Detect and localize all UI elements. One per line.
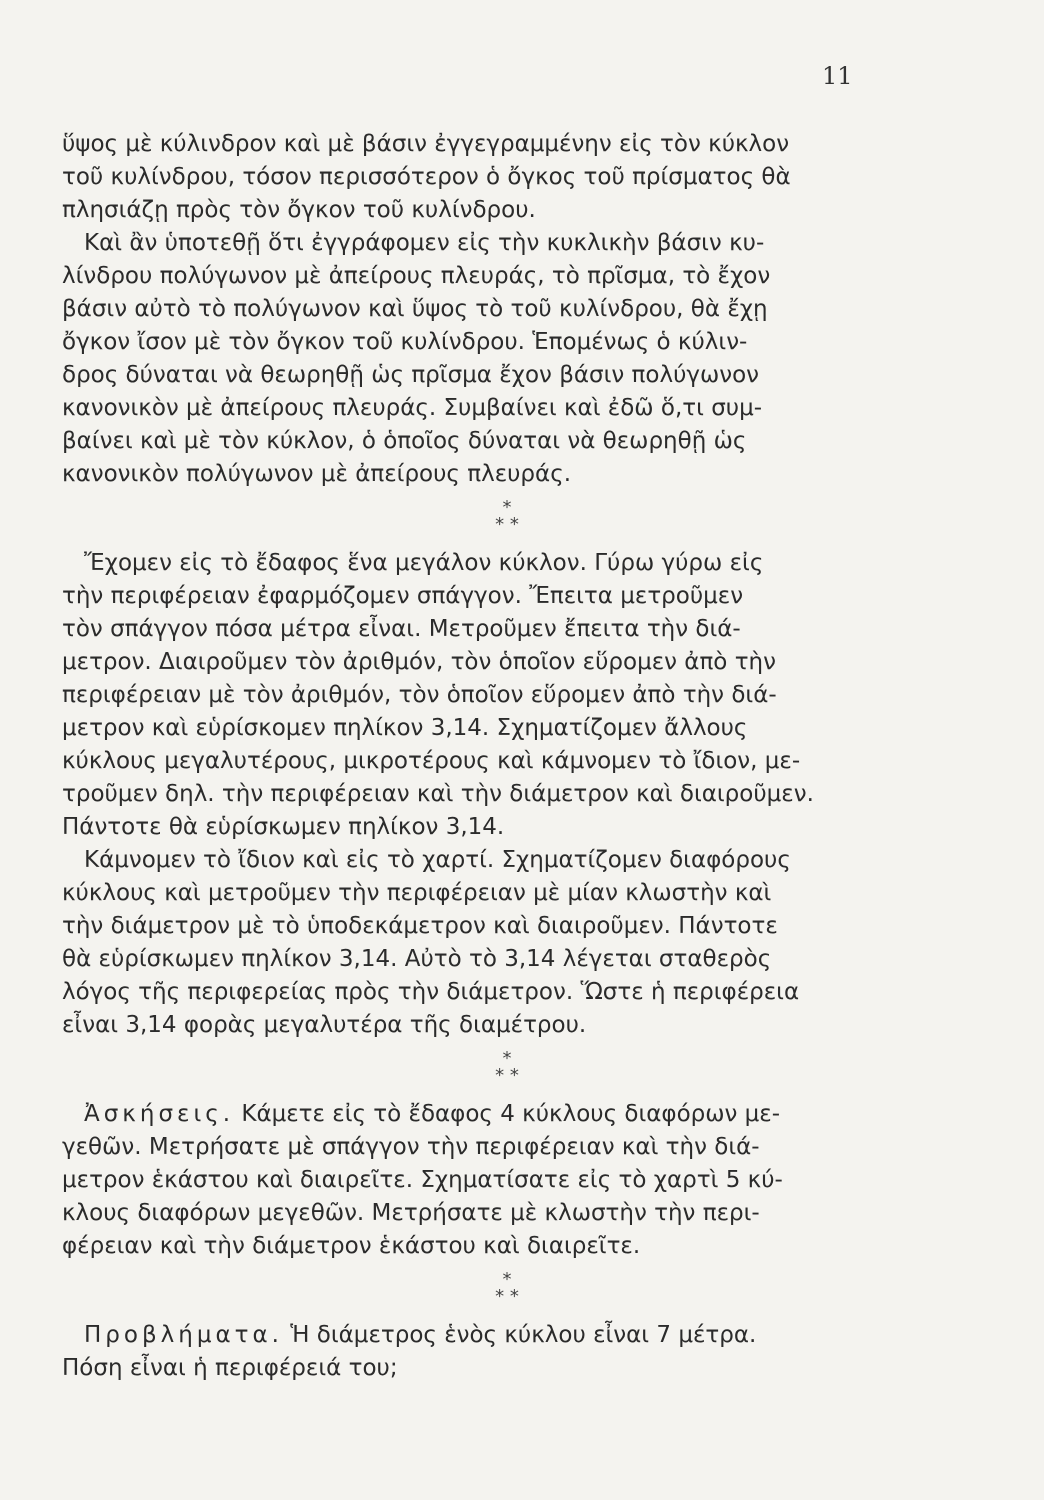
text-line: Κάμνομεν τὸ ἴδιον καὶ εἰς τὸ χαρτί. Σχηματίζομεν διαφόρους [84,847,791,873]
asterism-separator [62,499,922,533]
text-line [62,1098,922,1131]
paragraph-prism-height [62,128,922,227]
asterism-separator [62,1271,922,1305]
text-line: δρος δύναται νὰ θεωρηθῇ ὡς πρῖσμα ἔχον βάσιν πολύγωνον [62,362,760,388]
text-line: μετρον ἑκάστου καὶ διαιρεῖτε. Σχηματίσατε εἰς τὸ χαρτὶ 5 κύ- [62,1167,783,1193]
paragraph-ground-circle [62,547,922,844]
text-line: εἶναι 3,14 φορὰς μεγαλυτέρα τῆς διαμέτρου. [62,1012,587,1038]
exercises-section [62,1098,922,1263]
body-text [62,128,922,1385]
text-line: Καὶ ἂν ὑποτεθῇ ὅτι ἐγγράφομεν εἰς τὴν κυκλικὴν βάσιν κυ- [84,230,765,256]
text-line: τοῦ κυλίνδρου, τόσον περισσότερον ὁ ὄγκος τοῦ πρίσματος θὰ [62,164,791,190]
asterism-top: * [502,1269,512,1290]
problems-line-first: Ἡ διάμετρος ἑνὸς κύκλου εἶναι 7 μέτρα. [290,1322,757,1348]
text-line: ὕψος μὲ κύλινδρον καὶ μὲ βάσιν ἐγγεγραμμένην εἰς τὸν κύκλον [62,131,790,157]
asterism-bottom: * * [495,1286,519,1307]
text-line: μετρον. Διαιροῦμεν τὸν ἀριθμόν, τὸν ὁποῖον εὕρομεν ἀπὸ τὴν [62,649,776,675]
text-line: κλους διαφόρων μεγεθῶν. Μετρήσατε μὲ κλωστὴν τὴν περι- [62,1200,760,1226]
exercises-heading: Ἀσκήσεις. [84,1101,235,1127]
text-line [62,1319,922,1352]
text-line: πλησιάζῃ πρὸς τὸν ὄγκον τοῦ κυλίνδρου. [62,197,536,223]
page-number: 11 [822,62,853,90]
asterism-bottom: * * [495,1065,519,1086]
text-line: τὸν σπάγγον πόσα μέτρα εἶναι. Μετροῦμεν ἔπειτα τὴν διά- [62,616,741,642]
exercises-line-first: Κάμετε εἰς τὸ ἔδαφος 4 κύκλους διαφόρων με- [241,1101,781,1127]
text-line: τὴν διάμετρον μὲ τὸ ὑποδεκάμετρον καὶ διαιροῦμεν. Πάντοτε [62,913,778,939]
asterism-top: * [502,497,512,518]
text-line: κανονικὸν μὲ ἀπείρους πλευράς. Συμβαίνει καὶ ἐδῶ ὅ,τι συμ- [62,395,763,421]
text-line: μετρον καὶ εὑρίσκομεν πηλίκον 3,14. Σχηματίζομεν ἄλλους [62,715,748,741]
text-line: Πόση εἶναι ἡ περιφέρειά του; [62,1355,398,1381]
text-line: Ἔχομεν εἰς τὸ ἔδαφος ἕνα μεγάλον κύκλον. Γύρω γύρω εἰς [84,550,764,576]
text-line: λίνδρου πολύγωνον μὲ ἀπείρους πλευράς, τὸ πρῖσμα, τὸ ἔχον [62,263,771,289]
asterism-top: * [502,1048,512,1069]
paragraph-cylinder-as-prism [62,227,922,491]
text-line: γεθῶν. Μετρήσατε μὲ σπάγγον τὴν περιφέρειαν καὶ τὴν διά- [62,1134,760,1160]
text-line: λόγος τῆς περιφερείας πρὸς τὴν διάμετρον. Ὥστε ἡ περιφέρεια [62,979,800,1005]
asterism-bottom: * * [495,514,519,535]
problems-heading: Προβλήματα. [84,1322,283,1348]
text-line: κύκλους μεγαλυτέρους, μικροτέρους καὶ κάμνομεν τὸ ἴδιον, με- [62,748,801,774]
paragraph-paper-circle [62,844,922,1042]
text-line: φέρειαν καὶ τὴν διάμετρον ἑκάστου καὶ διαιρεῖτε. [62,1233,641,1259]
problems-section [62,1319,922,1385]
text-line: τροῦμεν δηλ. τὴν περιφέρειαν καὶ τὴν διάμετρον καὶ διαιροῦμεν. [62,781,814,807]
text-line: βαίνει καὶ μὲ τὸν κύκλον, ὁ ὁποῖος δύναται νὰ θεωρηθῇ ὡς [62,428,747,454]
text-line: ὄγκον ἴσον μὲ τὸν ὄγκον τοῦ κυλίνδρου. Ἑπομένως ὁ κύλιν- [62,329,748,355]
text-line: τὴν περιφέρειαν ἐφαρμόζομεν σπάγγον. Ἔπειτα μετροῦμεν [62,583,744,609]
text-line: Πάντοτε θὰ εὑρίσκωμεν πηλίκον 3,14. [62,814,505,840]
text-line: κύκλους καὶ μετροῦμεν τὴν περιφέρειαν μὲ μίαν κλωστὴν καὶ [62,880,772,906]
text-line: θὰ εὑρίσκωμεν πηλίκον 3,14. Αὐτὸ τὸ 3,14 λέγεται σταθερὸς [62,946,772,972]
text-line: περιφέρειαν μὲ τὸν ἀριθμόν, τὸν ὁποῖον εὕρομεν ἀπὸ τὴν διά- [62,682,777,708]
text-line: βάσιν αὐτὸ τὸ πολύγωνον καὶ ὕψος τὸ τοῦ κυλίνδρου, θὰ ἔχῃ [62,296,768,322]
text-line: κανονικὸν πολύγωνον μὲ ἀπείρους πλευράς. [62,461,571,487]
asterism-separator [62,1050,922,1084]
